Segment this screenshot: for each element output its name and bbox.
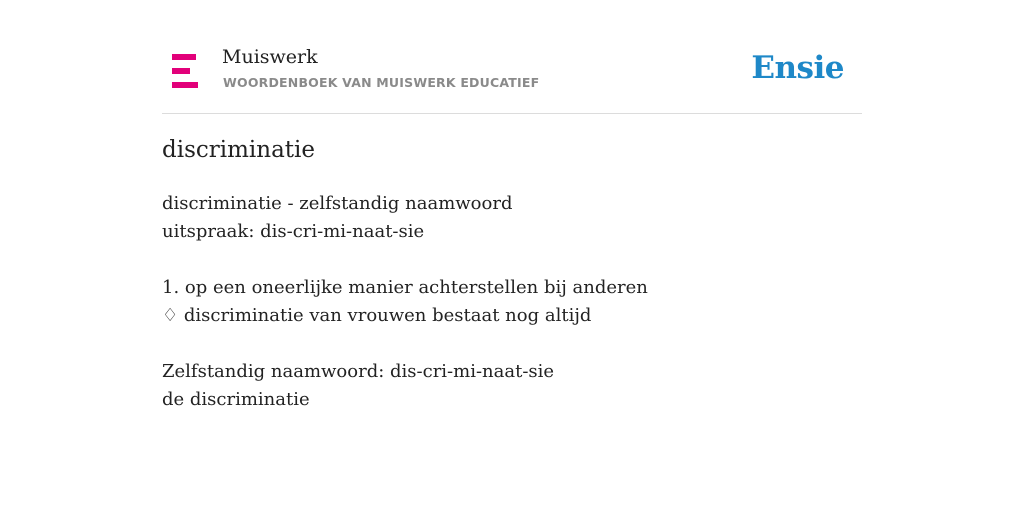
ensie-logo[interactable]: Ensie bbox=[751, 50, 844, 86]
entry-article: de discriminatie bbox=[162, 389, 310, 410]
logo-bar-bottom bbox=[172, 82, 198, 88]
entry-pronunciation: uitspraak: dis-cri-mi-naat-sie bbox=[162, 221, 425, 242]
entry-definition bbox=[162, 190, 648, 414]
entry-word-class: discriminatie - zelfstandig naamwoord bbox=[162, 193, 513, 214]
entry-noun-syllables: Zelfstandig naamwoord: dis-cri-mi-naat-sie bbox=[162, 361, 555, 382]
blank-line bbox=[162, 246, 648, 274]
entry-meaning: 1. op een oneerlijke manier achterstellen bij anderen bbox=[162, 277, 648, 298]
page-title: discriminatie bbox=[162, 137, 316, 163]
site-header bbox=[162, 0, 862, 114]
logo-bar-top bbox=[172, 54, 196, 60]
brand-name[interactable]: Muiswerk bbox=[222, 46, 318, 68]
logo-bar-middle bbox=[172, 68, 190, 74]
muiswerk-logo-icon[interactable] bbox=[172, 54, 200, 88]
brand-subtitle: WOORDENBOEK VAN MUISWERK EDUCATIEF bbox=[223, 75, 540, 90]
blank-line bbox=[162, 330, 648, 358]
entry-example: ♢ discriminatie van vrouwen bestaat nog altijd bbox=[162, 305, 592, 326]
page-container bbox=[162, 0, 862, 410]
